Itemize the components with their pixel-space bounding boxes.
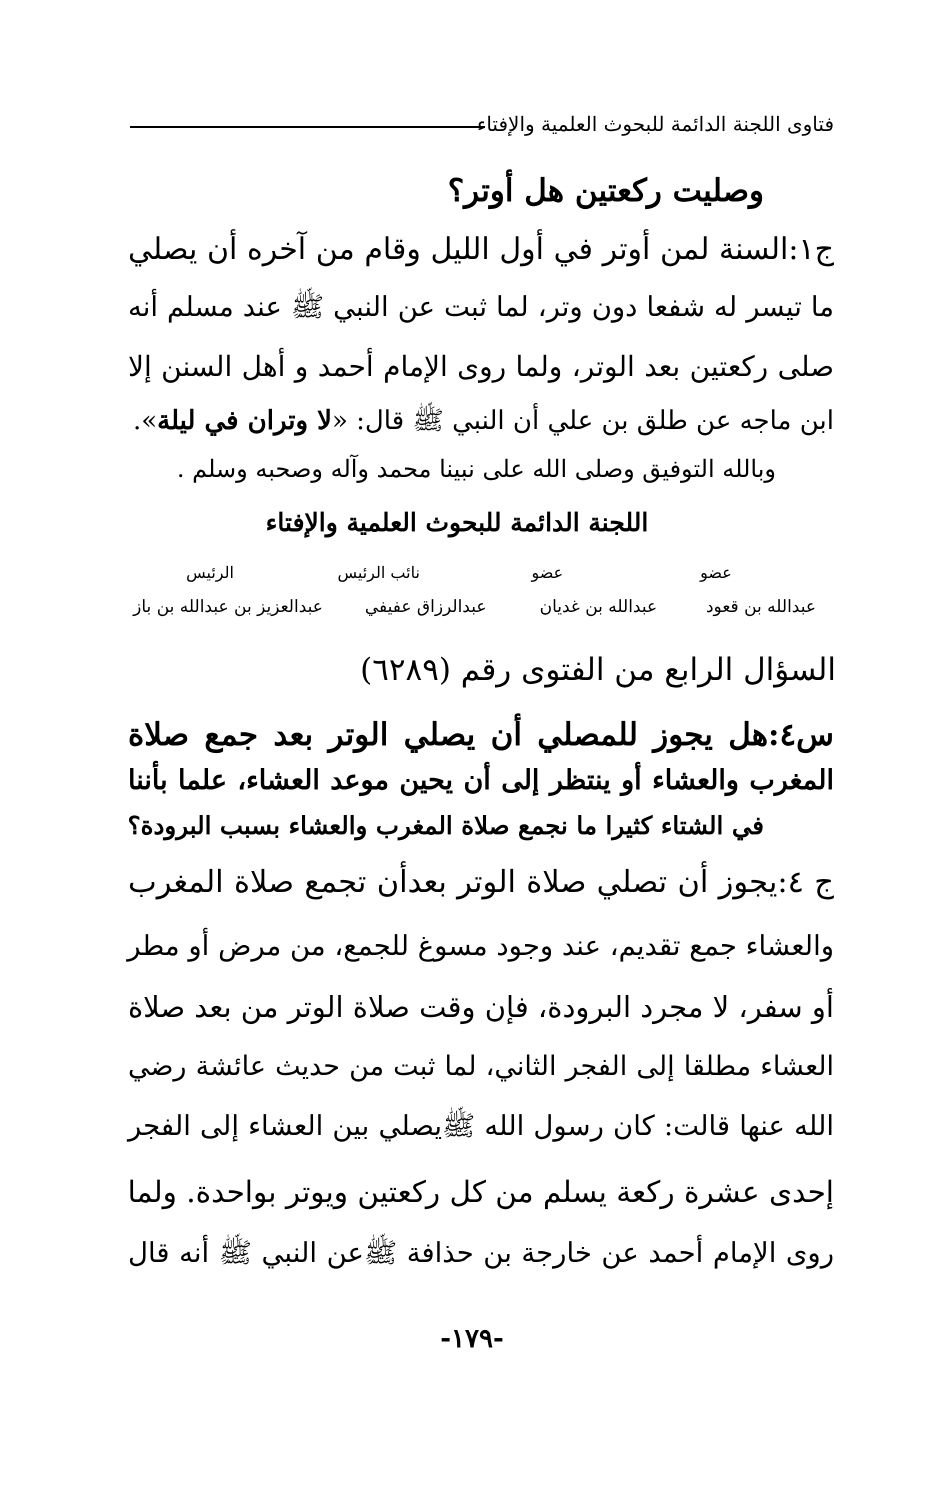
hadith-quote: لا وتران في ليلة (157, 406, 332, 436)
question-line: س٤:هل يجوز للمصلي أن يصلي الوتر بعد جمع صلاة (128, 717, 834, 753)
running-header: فتاوى اللجنة الدائمة للبحوث العلمية والإفتاء (476, 112, 834, 136)
signer-title: عضو (700, 563, 732, 582)
answer-text: ابن ماجه عن طلق بن علي أن النبي ﷺ قال: « (331, 406, 834, 436)
signer-name: عبدالله بن غديان (539, 597, 658, 617)
answer-line: ما تيسر له شفعا دون وتر، لما ثبت عن النبي ﷺ عند مسلم أنه (128, 291, 834, 323)
answer-line: ج١:السنة لمن أوتر في أول الليل وقام من آخره أن يصلي (128, 232, 834, 267)
signer-title: عضو (531, 563, 564, 582)
signer-name: عبدالرزاق عفيفي (364, 597, 487, 617)
closing-prayer: وبالله التوفيق وصلى الله على نبينا محمد وآله وصحبه وسلم . (176, 455, 776, 483)
answer-last-line (128, 408, 834, 434)
answer-line: صلى ركعتين بعد الوتر، ولما روى الإمام أحمد و أهل السنن إلا (128, 350, 834, 383)
question-line: المغرب والعشاء أو ينتظر إلى أن يحين موعد العشاء، علما بأننا (128, 765, 834, 796)
signature-names (128, 597, 826, 617)
page-number: -١٧٩- (440, 1324, 504, 1354)
answer-line: ج ٤:يجوز أن تصلي صلاة الوتر بعدأن تجمع صلاة المغرب (128, 865, 834, 900)
answer-line: الله عنها قالت: كان رسول الله ﷺيصلي بين العشاء إلى الفجر (128, 1110, 834, 1142)
committee-name: اللجنة الدائمة للبحوث العلمية والإفتاء (265, 508, 649, 537)
signer-name: عبدالله بن قعود (705, 597, 816, 617)
answer-line: روى الإمام أحمد عن خارجة بن حذافة ﷺعن النبي ﷺ أنه قال (128, 1237, 834, 1269)
header-rule (130, 126, 485, 128)
answer-line: إحدى عشرة ركعة يسلم من كل ركعتين ويوتر بواحدة. ولما (127, 1175, 834, 1209)
fatwa-heading: السؤال الرابع من الفتوى رقم (٦٢٨٩) (360, 652, 836, 688)
signature-titles (130, 563, 796, 582)
signer-title: الرئيس (186, 563, 234, 582)
answer-line: والعشاء جمع تقديم، عند وجود مسوغ للجمع، من مرض أو مطر (127, 930, 834, 962)
signer-name: عبدالعزيز بن عبدالله بن باز (133, 597, 323, 617)
answer-line: العشاء مطلقا إلى الفجر الثاني، لما ثبت من حديث عائشة رضي (128, 1051, 834, 1082)
question-line: في الشتاء كثيرا ما نجمع صلاة المغرب والعشاء بسبب البرودة؟ (127, 811, 764, 840)
question-end: وصليت ركعتين هل أوتر؟ (447, 173, 764, 209)
answer-text-end: ». (132, 406, 158, 436)
signer-title: نائب الرئيس (337, 563, 420, 582)
answer-line: أو سفر، لا مجرد البرودة، فإن وقت صلاة الوتر من بعد صلاة (127, 990, 834, 1024)
